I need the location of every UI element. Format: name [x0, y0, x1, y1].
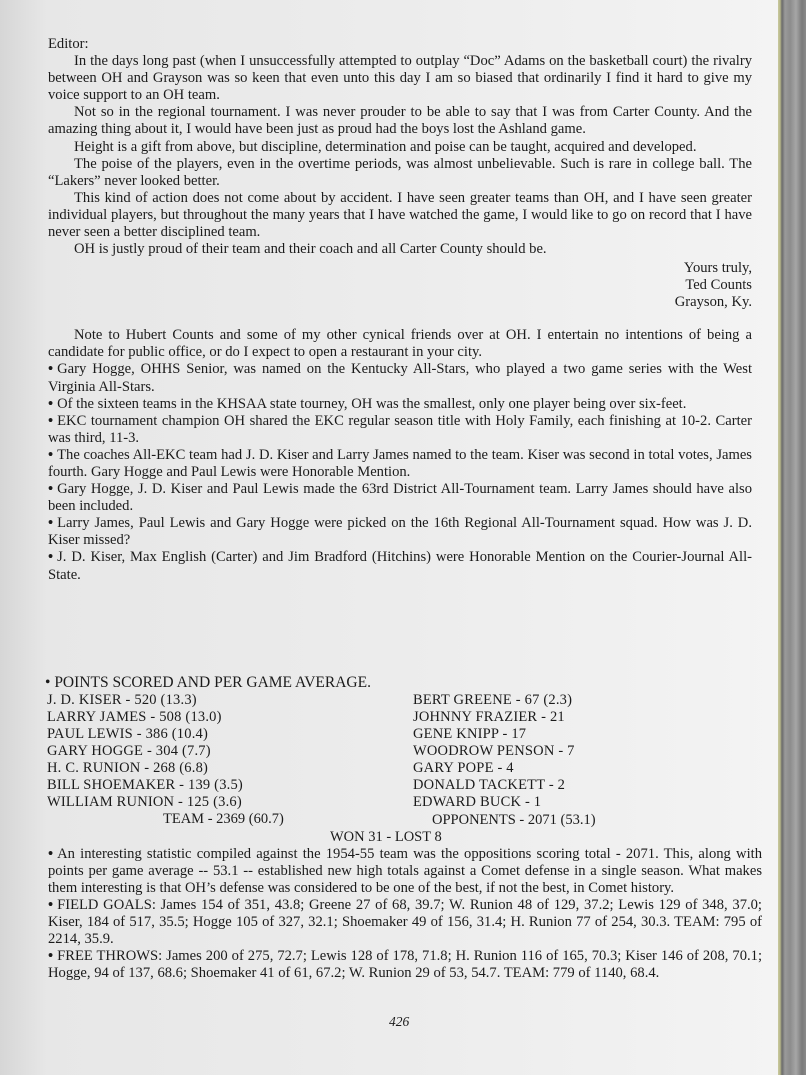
- bullet-icon: •: [48, 361, 54, 378]
- bullet-item: • EKC tournament champion OH shared the EKC regular season title with Holy Family, each finishing at 10-2. Carter was third, 11-3.: [48, 412, 752, 446]
- player-score: EDWARD BUCK - 1: [413, 794, 542, 810]
- bullet-item: • Gary Hogge, J. D. Kiser and Paul Lewis made the 63rd District All-Tournament team. Larry James should have also been included.: [48, 481, 752, 515]
- field-goals-note: • FIELD GOALS: James 154 of 351, 43.8; Greene 27 of 68, 39.7; W. Runion 48 of 129, 37.2; Lewis 129 of 348, 37.0; Kiser, 184 of 517, 35.5; Hogge 105 of 327, 32.1; Shoemaker 49 of 156, 31.4; H. Runion 77 of 254, 30.3. TEAM: 795 of 2214, 35.9.: [48, 897, 762, 947]
- free-throws-note: • FREE THROWS: James 200 of 275, 72.7; Lewis 128 of 178, 71.8; H. Runion 116 of 165, 70.3; Kiser 146 of 208, 70.1; Hogge, 94 of 137, 68.6; Shoemaker 41 of 61, 67.2; W. Runion 29 of 53, 54.7. TEAM: 779 of 1140, 68.4.: [48, 948, 762, 981]
- bullet-icon: •: [48, 446, 54, 463]
- bullet-icon: •: [48, 395, 54, 412]
- player-score: H. C. RUNION - 268 (6.8): [47, 760, 209, 776]
- team-total: TEAM - 2369 (60.7): [163, 811, 284, 827]
- note-item: • An interesting statistic compiled against the 1954-55 team was the oppositions scoring total - 2071. This, along with points per game average -- 53.1 -- established new high totals against a Comet defense in a single season. What makes them interesting is that OH’s defense was considered to be one of the best, if not the best, in Comet history.: [48, 846, 762, 896]
- bullet-item: • J. D. Kiser, Max English (Carter) and Jim Bradford (Hitchins) were Honorable Mention on the Courier-Journal All-State.: [48, 549, 752, 583]
- letter-paragraph: In the days long past (when I unsuccessfully attempted to outplay “Doc” Adams on the basketball court) the rivalry between OH and Grayson was so keen that even unto this day I am so biased that ordinarily I find it hard to give my voice support to an OH team.: [48, 53, 752, 104]
- bullet-icon: •: [48, 515, 54, 532]
- book-binding-edge: [778, 0, 806, 1075]
- letter-paragraph: Height is a gift from above, but discipline, determination and poise can be taught, acquired and developed.: [74, 138, 697, 155]
- player-score: WOODROW PENSON - 7: [413, 743, 575, 759]
- player-score: BILL SHOEMAKER - 139 (3.5): [47, 777, 243, 793]
- player-score: LARRY JAMES - 508 (13.0): [47, 709, 222, 725]
- signature: Ted Counts: [685, 277, 752, 294]
- letter-section: [48, 36, 752, 584]
- scoring-list-left: [47, 692, 243, 811]
- player-score: GENE KNIPP - 17: [413, 726, 527, 742]
- bullet-item: • Larry James, Paul Lewis and Gary Hogge were picked on the 16th Regional All-Tournament squad. How was J. D. Kiser missed?: [48, 515, 752, 549]
- season-record: WON 31 - LOST 8: [330, 829, 442, 845]
- bullet-icon: •: [48, 412, 54, 429]
- letter-paragraph: Not so in the regional tournament. I was never prouder to be able to say that I was from Carter County. And the amazing thing about it, I would have been just as proud had the boys lost the Ashland game.: [48, 104, 752, 138]
- player-score: WILLIAM RUNION - 125 (3.6): [47, 794, 242, 810]
- player-score: JOHNNY FRAZIER - 21: [413, 709, 565, 725]
- bullet-icon: •: [45, 674, 51, 691]
- player-score: BERT GREENE - 67 (2.3): [413, 692, 573, 708]
- letter-paragraph: OH is justly proud of their team and their coach and all Carter County should be.: [74, 241, 547, 258]
- bullet-icon: •: [48, 897, 54, 913]
- closing: Yours truly,: [683, 260, 752, 277]
- opponents-total: OPPONENTS - 2071 (53.1): [432, 812, 596, 828]
- player-score: GARY HOGGE - 304 (7.7): [47, 743, 211, 759]
- bullet-icon: •: [48, 948, 54, 964]
- bullet-icon: •: [48, 549, 54, 566]
- notes-section: [48, 846, 762, 982]
- page-number: 426: [389, 1014, 410, 1029]
- salutation: Editor:: [48, 36, 89, 52]
- signature-block: [48, 260, 752, 311]
- bullet-item: • Of the sixteen teams in the KHSAA state tourney, OH was the smallest, only one player being over six-feet.: [48, 395, 687, 412]
- location: Grayson, Ky.: [674, 294, 752, 311]
- bullet-icon: •: [48, 846, 54, 862]
- stats-heading: • POINTS SCORED AND PER GAME AVERAGE.: [45, 674, 371, 691]
- letter-paragraph: The poise of the players, even in the overtime periods, was almost unbelievable. Such is rare in college ball. The “Lakers” never looked better.: [48, 155, 752, 189]
- postscript-note: Note to Hubert Counts and some of my other cynical friends over at OH. I entertain no intentions of being a candidate for public office, or do I expect to open a restaurant in your city.: [48, 327, 752, 361]
- player-score: GARY POPE - 4: [413, 760, 514, 776]
- bullet-item: • Gary Hogge, OHHS Senior, was named on the Kentucky All-Stars, who played a two game series with the West Virginia All-Stars.: [48, 361, 752, 395]
- player-score: PAUL LEWIS - 386 (10.4): [47, 726, 208, 742]
- letter-paragraph: This kind of action does not come about by accident. I have seen greater teams than OH, and I have seen greater individual players, but throughout the many years that I have watched the game, I would like to go on record that I have never seen a better disciplined team.: [48, 189, 752, 241]
- bullet-item: • The coaches All-EKC team had J. D. Kiser and Larry James named to the team. Kiser was second in total votes, James fourth. Gary Hogge and Paul Lewis were Honorable Mention.: [48, 446, 752, 480]
- scoring-list-right: [413, 692, 575, 811]
- bullet-icon: •: [48, 481, 54, 498]
- player-score: J. D. KISER - 520 (13.3): [47, 692, 197, 708]
- player-score: DONALD TACKETT - 2: [413, 777, 566, 793]
